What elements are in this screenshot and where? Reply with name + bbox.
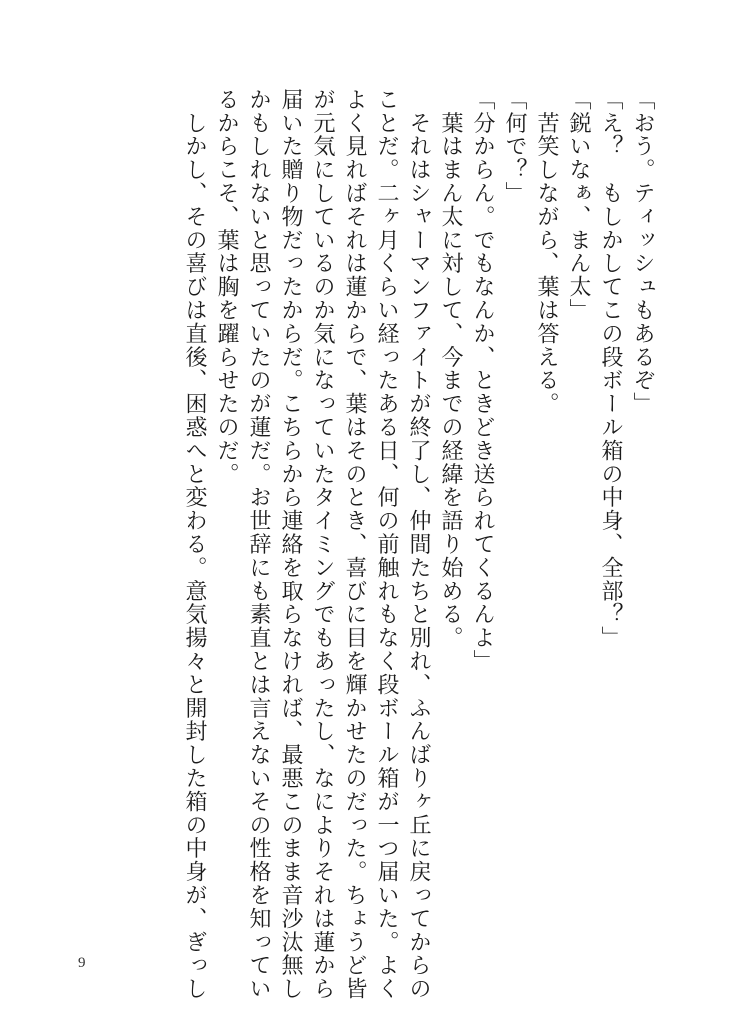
- text-line: かもしれないと思っていたのが蓮だ。お世辞にも素直とは言えないその性格を知ってい: [246, 88, 271, 1001]
- text-line: 「何で？」: [502, 88, 527, 205]
- text-line: 「おう。ティッシュもあるぞ」: [630, 88, 655, 416]
- text-line: それはシャーマンファイトが終了し、仲間たちと別れ、ふんばりヶ丘に戻ってからの: [406, 88, 431, 1001]
- text-line: 「分からん。でもなんか、ときどき送られてくるんよ」: [470, 88, 495, 673]
- text-line: ことだ。二ヶ月くらい経ったある日、何の前触れもなく段ボール箱が一つ届いた。よく: [374, 88, 399, 1001]
- text-line: が元気にしているのか気になっていたタイミングでもあったし、なによりそれは蓮から: [310, 88, 335, 1001]
- page-number: 9: [78, 955, 86, 971]
- text-line: るからこそ、葉は胸を躍らせたのだ。: [214, 88, 239, 486]
- text-line: 「鋭いなぁ、まん太」: [566, 88, 591, 322]
- text-line: 苦笑しながら、葉は答える。: [534, 88, 559, 416]
- text-line: 葉はまん太に対して、今までの経緯を語り始める。: [438, 88, 463, 650]
- text-line: しかし、その喜びは直後、困惑へと変わる。意気揚々と開封した箱の中身が、ぎっし: [182, 88, 207, 1001]
- text-line: 「え？ もしかしてこの段ボール箱の中身、全部？」: [598, 88, 623, 650]
- text-line: よく見ればそれは蓮からで、葉はそのとき、喜びに目を輝かせたのだった。ちょうど皆: [342, 88, 367, 1001]
- text-line: 届いた贈り物だったからだ。こちらから連絡を取らなければ、最悪このまま音沙汰無し: [278, 88, 303, 1001]
- novel-text-column: [58, 88, 658, 1001]
